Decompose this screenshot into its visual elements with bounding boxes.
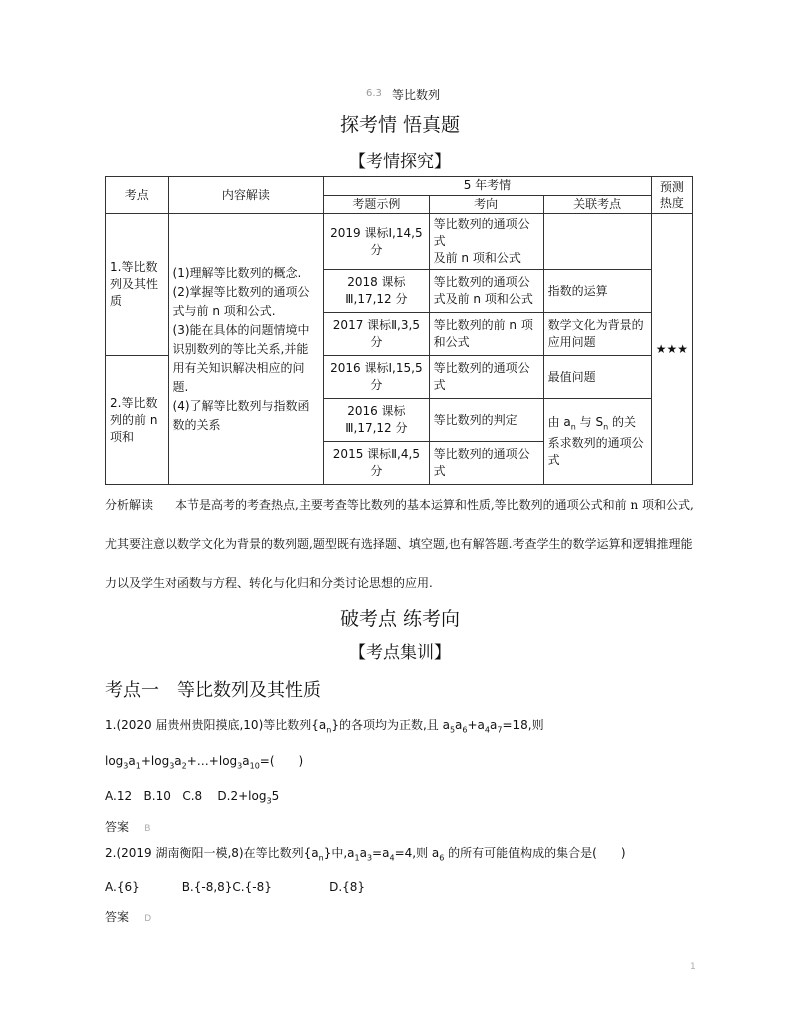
q2-option-a[interactable]: A.{6} xyxy=(105,880,140,894)
direction-cell: 等比数列的通项公式 及前 n 项和公式 xyxy=(429,214,543,270)
header-example: 考题示例 xyxy=(324,195,429,214)
q1-option-a[interactable]: A.12 xyxy=(105,789,133,803)
heat-stars: ★★★ xyxy=(651,214,692,485)
analysis-paragraph xyxy=(105,486,695,603)
related-cell: 最值问题 xyxy=(543,356,651,399)
analysis-text: 本节是高考的考查热点,主要考查等比数列的基本运算和性质,等比数列的通项公式和前 n 项和公式,尤其要注意以数学文化为背景的数列题,题型既有选择题、填空题,也有解答题.考查学生的数学运算和逻辑推理能力以及学生对函数与方程、转化与化归和分类讨论思想的应用. xyxy=(105,498,694,590)
header-related: 关联考点 xyxy=(543,195,651,214)
q1-option-d[interactable]: $D.2+\log_35$ xyxy=(217,789,280,806)
direction-cell: 等比数列的通项公式 xyxy=(429,442,543,485)
q1-option-b[interactable]: B.10 xyxy=(143,789,171,803)
header-direction: 考向 xyxy=(429,195,543,214)
example-cell: 2018 课标Ⅲ,17,12 分 xyxy=(324,270,429,313)
page-number: 1 xyxy=(690,962,696,972)
table-row xyxy=(106,214,693,270)
example-cell: 2016 课标Ⅰ,15,5 分 xyxy=(324,356,429,399)
direction-cell: 等比数列的通项公式及前 n 项和公式 xyxy=(429,270,543,313)
kaodian-1: 1.等比数列及其性质 xyxy=(106,214,169,356)
related-cell: 数学文化为背景的应用问题 xyxy=(543,313,651,356)
q1-options xyxy=(105,789,279,805)
table-header-row xyxy=(106,177,693,196)
related-cell-an-sn: 由 $a_n$ 与 $S_n$ 的关系求数列的通项公式 xyxy=(543,399,651,485)
example-cell: 2017 课标Ⅱ,3,5 分 xyxy=(324,313,429,356)
part1-title: 探考情 悟真题 xyxy=(339,114,461,136)
q2-option-bc[interactable]: B.{-8,8}C.{-8} xyxy=(181,880,272,894)
q1-option-c[interactable]: C.8 xyxy=(182,789,203,803)
related-cell: 指数的运算 xyxy=(543,270,651,313)
q1-answer: 答案 B xyxy=(105,820,151,834)
q1-stem-line2: $\log_3a_1+\log_3a_2+\dots+\log_3a_{10}=$( ) xyxy=(105,754,304,771)
direction-cell: 等比数列的判定 xyxy=(429,399,543,442)
q2-answer: 答案 D xyxy=(105,910,152,924)
kaodian-2: 2.等比数列的前 n 项和 xyxy=(106,356,169,485)
direction-cell: 等比数列的前 n 项和公式 xyxy=(429,313,543,356)
q1-answer-value: B xyxy=(144,824,151,834)
section-title: 等比数列 xyxy=(392,88,441,102)
q1-stem-line1: 1.(2020 届贵州贵阳摸底,10)等比数列$\{a_n\}$的各项均为正数,且 $a_5a_6+a_4a_7=18$,则 xyxy=(105,718,544,735)
example-cell: 2019 课标Ⅰ,14,5 分 xyxy=(324,214,429,270)
example-cell: 2016 课标Ⅲ,17,12 分 xyxy=(324,399,429,442)
kaodian-title: 考点一 等比数列及其性质 xyxy=(105,680,321,701)
header-kaodian: 考点 xyxy=(106,177,169,214)
header-5year: 5 年考情 xyxy=(324,177,652,196)
part2-title: 破考点 练考向 xyxy=(339,608,461,630)
example-cell: 2015 课标Ⅱ,4,5 分 xyxy=(324,442,429,485)
header-yuce: 预测热度 xyxy=(651,177,692,214)
q2-stem: 2.(2019 湖南衡阳一模,8)在等比数列$\{a_n\}$中$,a_1a_3=a_4=4$,则 $a_6$ 的所有可能值构成的集合是( ) xyxy=(105,846,626,863)
q2-answer-value: D xyxy=(144,914,152,924)
header-neirong: 内容解读 xyxy=(168,177,324,214)
direction-cell: 等比数列的通项公式 xyxy=(429,356,543,399)
part2-subtitle: 【考点集训】 xyxy=(349,643,451,663)
analysis-label: 分析解读 xyxy=(105,498,154,512)
part1-subtitle: 【考情探究】 xyxy=(349,152,451,172)
exam-analysis-table xyxy=(105,176,693,485)
q2-options xyxy=(105,880,365,894)
q2-option-d[interactable]: D.{8} xyxy=(329,880,366,894)
neirong-text: (1)理解等比数列的概念. (2)掌握等比数列的通项公式与前 n 项和公式. (3)能在具体的问题情境中识别数列的等比关系,并能用有关知识解决相应的问题. (4)了解等比数列与指数函数的关系 xyxy=(168,214,324,485)
related-cell xyxy=(543,214,651,270)
section-number: 6.3 xyxy=(366,88,382,99)
